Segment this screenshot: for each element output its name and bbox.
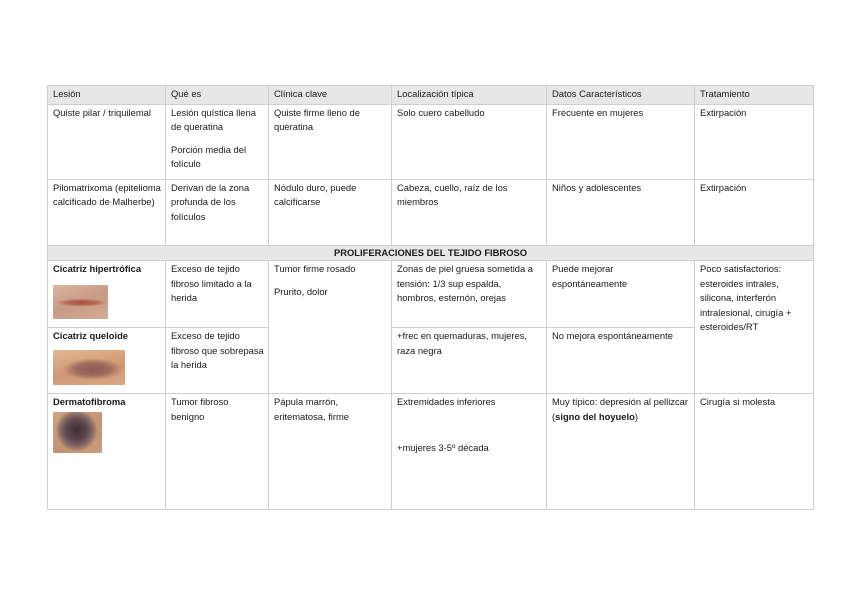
que-es-cell: Tumor fibroso benigno [166,394,269,510]
signo-hoyuelo: signo del hoyuelo [555,410,635,422]
header-clinica: Clínica clave [269,86,392,105]
tratamiento-cell: Extirpación [695,179,814,245]
header-datos: Datos Característicos [547,86,695,105]
que-es-cell: Exceso de tejido fibroso que sobrepasa la herida [166,328,269,394]
datos-text: ) [634,410,638,422]
keloid-scar-image [53,350,125,385]
que-es-cell: Derivan de la zona profunda de los folículos [166,179,269,245]
localizacion-text: Extremidades inferiores [397,396,496,407]
lesion-name: Cicatriz hipertrófica [53,263,142,274]
tratamiento-cell: Extirpación [695,104,814,179]
clinica-cell: Quiste firme lleno de queratina [269,104,392,179]
localizacion-text: +mujeres 3-5º década [397,441,489,453]
clinica-cell: Nódulo duro, puede calcificarse [269,179,392,245]
lesion-cell [48,328,166,394]
datos-cell: No mejora espontáneamente [547,328,695,394]
table-header-row [48,86,814,105]
lesion-cell [48,261,166,328]
que-es-cell: Exceso de tejido fibroso limitado a la herida [166,261,269,328]
lesion-name: Quiste pilar / triquilemal [48,104,166,179]
que-es-text: Porción media del folículo [171,143,247,169]
table-row [48,394,814,510]
lesion-name: Pilomatrixoma (epitelioma calcificado de Malherbe) [48,179,166,245]
lesions-table [47,85,814,510]
lesion-cell [48,394,166,510]
table-row [48,179,814,245]
tratamiento-cell: Cirugía si molesta [695,394,814,510]
header-localizacion: Localización típica [392,86,547,105]
datos-cell: Frecuente en mujeres [547,104,695,179]
que-es-cell [166,104,269,179]
lesion-name: Cicatriz queloide [53,330,129,341]
clinica-text: Tumor firme rosado [274,263,356,274]
clinica-cell: Pápula marrón, eritematosa, firme [269,394,392,510]
header-que-es: Qué es [166,86,269,105]
localizacion-cell: +frec en quemaduras, mujeres, raza negra [392,328,547,394]
section-row [48,245,814,261]
lesion-name: Dermatofibroma [53,396,126,407]
datos-cell [547,394,695,510]
clinica-cell [269,261,392,394]
localizacion-cell [392,394,547,510]
tratamiento-cell: Poco satisfactorios: esteroides intrales, silicona, interferón intralesional, cirugía + esteroides/RT [695,261,814,394]
header-lesion: Lesión [48,86,166,105]
section-title: PROLIFERACIONES DEL TEJIDO FIBROSO [48,245,814,261]
datos-text: Muy típico: depresión al pellizcar ( [552,396,689,422]
datos-cell: Puede mejorar espontáneamente [547,261,695,328]
localizacion-cell: Zonas de piel gruesa sometida a tensión: 1/3 sup espalda, hombros, esternón, orejas [392,261,547,328]
datos-cell: Niños y adolescentes [547,179,695,245]
clinica-text: Prurito, dolor [274,285,328,297]
hypertrophic-scar-image [53,285,108,319]
localizacion-cell: Cabeza, cuello, raíz de los miembros [392,179,547,245]
table-row [48,261,814,328]
header-tratamiento: Tratamiento [695,86,814,105]
que-es-text: Lesión quística llena de queratina [171,106,256,132]
localizacion-cell: Solo cuero cabelludo [392,104,547,179]
dermatofibroma-image [53,412,102,453]
table-row [48,104,814,179]
